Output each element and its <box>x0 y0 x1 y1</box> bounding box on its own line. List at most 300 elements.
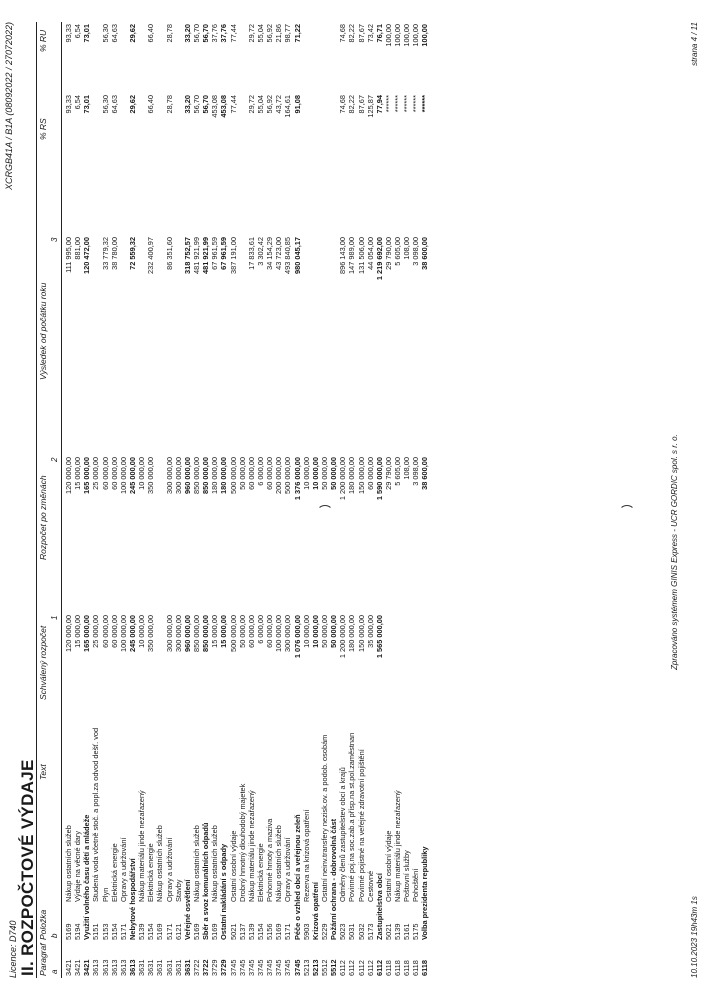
cell-paragraf: 3421 <box>64 959 73 976</box>
punch-hole-mark <box>619 505 635 519</box>
punch-hole-mark <box>317 505 333 519</box>
table-row <box>265 0 274 1000</box>
cell-vysledek: 38 780,00 <box>109 237 119 270</box>
cell-paragraf: 6112 <box>356 960 366 976</box>
cell-paragraf: 6118 <box>420 959 430 976</box>
cell-polozka: 5139 <box>137 923 147 940</box>
table-row-subtotal <box>128 0 137 1000</box>
cell-paragraf: 3745 <box>283 959 293 976</box>
cell-paragraf: 3745 <box>255 959 265 976</box>
cell-vysledek: 43 723,00 <box>274 237 284 270</box>
cell-polozka: 5173 <box>365 923 375 940</box>
cell-text: Povinné poj.na soc.zab.a přísp.na st.pol.zaměstnan <box>347 732 357 902</box>
cell-vysledek: 111 995,00 <box>64 237 73 273</box>
cell-upraveny: 500 000,00 <box>228 457 238 494</box>
cell-pct-ru: 73,01 <box>82 24 92 43</box>
cell-polozka: 5169 <box>191 923 201 940</box>
table-row <box>137 0 146 1000</box>
cell-pct-rs: ****** <box>393 95 403 113</box>
cell-text: Krizová opatření <box>310 882 320 940</box>
table-row-subtotal <box>329 0 338 1000</box>
cell-text: Veřejné osvětlení <box>182 879 192 940</box>
cell-schvaleny: 15 000,00 <box>73 615 83 648</box>
cell-schvaleny: 150 000,00 <box>356 615 366 652</box>
cell-schvaleny: 50 000,00 <box>329 615 339 648</box>
cell-polozka: 5032 <box>356 923 366 940</box>
cell-text: Rezerva na krizová opatření <box>301 809 311 902</box>
cell-pct-ru: 71,22 <box>292 24 302 43</box>
cell-vysledek: 5 605,00 <box>393 237 403 266</box>
cell-paragraf: 3745 <box>292 959 302 976</box>
col-header-ru: % RU <box>38 29 48 52</box>
footer-date: 10.10.2023 19h43m 1s <box>690 896 699 978</box>
cell-upraveny: 500 000,00 <box>283 457 293 494</box>
cell-pct-rs: 93,33 <box>64 95 73 114</box>
col-header-upraveny: Rozpočet po změnách <box>38 475 48 560</box>
col-header-text: Text <box>38 764 48 780</box>
col-sub-2: 2 <box>50 457 59 462</box>
cell-pct-ru: 87,67 <box>356 24 366 43</box>
table-row <box>347 0 356 1000</box>
cell-schvaleny: 10 000,00 <box>310 615 320 648</box>
cell-paragraf: 3613 <box>109 959 119 976</box>
cell-upraveny: 850 000,00 <box>201 457 211 494</box>
cell-pct-rs: ****** <box>402 95 412 113</box>
cell-polozka: 6121 <box>173 923 183 940</box>
cell-paragraf: 3745 <box>237 959 247 976</box>
cell-paragraf: 3613 <box>100 959 110 976</box>
page-title: II. ROZPOČTOVÉ VÝDAJE <box>18 759 37 976</box>
cell-text: Požární ochrana - dobrovolná část <box>329 818 339 940</box>
table-row <box>247 0 256 1000</box>
cell-paragraf: 3631 <box>164 959 174 976</box>
cell-pct-rs: 91,08 <box>292 95 302 114</box>
cell-vysledek: 29 790,00 <box>383 237 393 270</box>
cell-vysledek: 108,00 <box>402 237 412 260</box>
cell-text: Ostatní osobní výdaje <box>228 830 238 902</box>
cell-schvaleny: 60 000,00 <box>109 615 119 648</box>
cell-upraveny: 1 590 000,00 <box>374 457 384 501</box>
cell-text: Nákup ostatních služeb <box>210 825 220 902</box>
cell-pct-rs: 453,08 <box>210 95 220 118</box>
cell-polozka: 5175 <box>411 923 421 940</box>
cell-text: Pohoštění <box>411 868 421 902</box>
cell-polozka: 5169 <box>155 923 165 940</box>
cell-text: Stavby <box>173 879 183 902</box>
cell-text: Nákup materiálu jinde nezařazený <box>393 790 403 902</box>
cell-polozka: 5023 <box>338 923 348 940</box>
cell-vysledek: 38 600,00 <box>420 237 430 270</box>
col-sub-a: a <box>50 969 59 974</box>
col-sub-3: 3 <box>50 237 59 242</box>
table-row <box>393 0 402 1000</box>
cell-paragraf: 3729 <box>219 959 229 976</box>
cell-text: Ostatní nakládání s odpady <box>219 843 229 940</box>
table-row <box>320 0 329 1000</box>
cell-paragraf: 5512 <box>329 959 339 976</box>
cell-polozka: 5154 <box>146 923 156 940</box>
cell-pct-rs: 74,68 <box>338 95 348 114</box>
cell-text: Poštovní služby <box>402 850 412 902</box>
cell-upraveny: 10 000,00 <box>310 457 320 490</box>
cell-pct-ru: 66,40 <box>146 24 156 43</box>
cell-text: Nákup ostatních služeb <box>155 825 165 902</box>
cell-polozka: 5154 <box>255 923 265 940</box>
cell-paragraf: 3631 <box>155 959 165 976</box>
table-row <box>274 0 283 1000</box>
cell-text: Volba prezidenta republiky <box>420 846 430 940</box>
cell-pct-ru: 82,22 <box>347 24 357 43</box>
cell-pct-ru: 100,00 <box>402 24 412 47</box>
cell-vysledek: 34 154,29 <box>265 237 275 270</box>
cell-text: Péče o vzhled obcí a veřejnou zeleň <box>292 814 302 940</box>
cell-upraveny: 60 000,00 <box>109 457 119 490</box>
cell-upraveny: 300 000,00 <box>164 457 174 494</box>
table-row <box>64 0 73 1000</box>
cell-upraveny: 180 000,00 <box>347 457 357 494</box>
cell-schvaleny: 850 000,00 <box>201 615 211 652</box>
cell-upraveny: 150 000,00 <box>356 457 366 494</box>
cell-upraveny: 180 000,00 <box>210 457 220 494</box>
cell-paragraf: 5213 <box>310 959 320 976</box>
cell-vysledek: 481 921,99 <box>201 237 211 274</box>
cell-schvaleny: 300 000,00 <box>173 615 183 652</box>
cell-pct-rs: 125,87 <box>365 95 375 118</box>
cell-pct-ru: 93,33 <box>64 24 73 43</box>
cell-schvaleny: 350 000,00 <box>146 615 156 652</box>
footer-page-number: strana 4 / 11 <box>690 22 699 66</box>
table-row <box>110 0 119 1000</box>
table-row-subtotal <box>311 0 320 1000</box>
cell-pct-rs: 56,92 <box>265 95 275 114</box>
cell-text: Elektrická energie <box>146 843 156 902</box>
table-row <box>238 0 247 1000</box>
cell-schvaleny: 15 000,00 <box>210 615 220 648</box>
cell-vysledek: 72 559,32 <box>127 237 137 270</box>
cell-pct-ru: 29,62 <box>127 24 137 43</box>
cell-pct-rs: 66,40 <box>146 95 156 114</box>
cell-vysledek: 3 302,42 <box>255 237 265 266</box>
table-row <box>366 0 375 1000</box>
cell-upraveny: 6 000,00 <box>255 457 265 486</box>
cell-paragraf: 3745 <box>274 959 284 976</box>
cell-upraveny: 50 000,00 <box>329 457 339 490</box>
col-header-schvaleny: Schválený rozpočet <box>38 625 48 700</box>
cell-text: Opravy a udržování <box>118 837 128 902</box>
report-code: XCRGB41A / B1A (08092022 / 27072022) <box>4 22 14 190</box>
cell-upraveny: 15 000,00 <box>73 457 83 490</box>
cell-vysledek: 67 961,59 <box>219 237 229 270</box>
cell-pct-rs: 6,54 <box>73 95 83 110</box>
cell-schvaleny: 120 000,00 <box>64 615 73 652</box>
cell-pct-rs: 55,04 <box>255 95 265 114</box>
cell-upraveny: 25 000,00 <box>91 457 101 490</box>
cell-schvaleny: 6 000,00 <box>255 615 265 644</box>
table-row <box>192 0 201 1000</box>
cell-pct-ru: 98,77 <box>283 24 293 43</box>
table-row <box>411 0 420 1000</box>
col-header-rs: % RS <box>38 118 48 140</box>
cell-pct-ru: 100,00 <box>393 24 403 47</box>
cell-pct-ru: 56,30 <box>100 24 110 43</box>
cell-pct-ru: 56,70 <box>201 24 211 43</box>
cell-polozka: 5229 <box>319 923 329 940</box>
cell-pct-rs: 87,67 <box>356 95 366 114</box>
cell-schvaleny: 25 000,00 <box>91 615 101 648</box>
cell-schvaleny: 300 000,00 <box>164 615 174 652</box>
cell-polozka: 5021 <box>383 923 393 940</box>
cell-pct-ru: 37,76 <box>219 24 229 43</box>
cell-paragraf: 3745 <box>228 959 238 976</box>
cell-text: Elektrická energie <box>255 843 265 902</box>
cell-upraveny: 29 790,00 <box>383 457 393 490</box>
table-row-subtotal <box>293 0 302 1000</box>
table-row <box>146 0 155 1000</box>
cell-vysledek: 1 219 692,00 <box>374 237 384 281</box>
cell-pct-rs: 33,20 <box>182 95 192 114</box>
cell-text: Elektrická energie <box>109 843 119 902</box>
table-row <box>174 0 183 1000</box>
cell-upraveny: 60 000,00 <box>246 457 256 490</box>
cell-polozka: 5903 <box>301 923 311 940</box>
cell-pct-rs: 164,61 <box>283 95 293 118</box>
cell-pct-ru: 64,63 <box>109 24 119 43</box>
cell-upraveny: 3 098,00 <box>411 457 421 486</box>
cell-paragraf: 3631 <box>182 959 192 976</box>
table-row <box>283 0 292 1000</box>
cell-upraveny: 165 000,00 <box>82 457 92 494</box>
cell-vysledek: 147 989,00 <box>347 237 357 274</box>
budget-table <box>64 0 430 1000</box>
cell-pct-ru: 100,00 <box>420 24 430 47</box>
cell-schvaleny: 50 000,00 <box>319 615 329 648</box>
cell-vysledek: 318 752,57 <box>182 237 192 274</box>
cell-schvaleny: 60 000,00 <box>246 615 256 648</box>
cell-pct-ru: 21,86 <box>274 24 284 43</box>
cell-text: Drobný hmotný dlouhodobý majetek <box>237 783 247 902</box>
table-row <box>229 0 238 1000</box>
cell-schvaleny: 960 000,00 <box>182 615 192 652</box>
table-row-subtotal <box>201 0 210 1000</box>
cell-paragraf: 6112 <box>347 960 357 976</box>
cell-polozka: 5151 <box>91 923 101 940</box>
cell-polozka: 5139 <box>393 923 403 940</box>
cell-upraveny: 60 000,00 <box>100 457 110 490</box>
cell-text: Studená voda včetně stoč. a popl.za odvod dešť. vod <box>91 727 101 902</box>
table-row <box>101 0 110 1000</box>
cell-paragraf: 5512 <box>319 959 329 976</box>
cell-pct-rs: 56,30 <box>100 95 110 114</box>
cell-pct-rs: 73,01 <box>82 95 92 114</box>
cell-paragraf: 3745 <box>265 959 275 976</box>
cell-pct-ru: 29,72 <box>246 24 256 43</box>
col-sub-b: b <box>50 933 59 938</box>
cell-pct-rs: 64,63 <box>109 95 119 114</box>
cell-upraveny: 960 000,00 <box>182 457 192 494</box>
cell-schvaleny: 300 000,00 <box>283 615 293 652</box>
cell-polozka: 5156 <box>265 923 275 940</box>
cell-upraveny: 60 000,00 <box>265 457 275 490</box>
cell-vysledek: 86 351,60 <box>164 237 174 270</box>
table-row-subtotal <box>420 0 429 1000</box>
cell-text: Ostatní osobní výdaje <box>383 830 393 902</box>
cell-paragraf: 6118 <box>393 960 403 976</box>
cell-pct-ru: 76,71 <box>374 24 384 43</box>
col-sub-1: 1 <box>50 615 59 620</box>
cell-vysledek: 67 961,59 <box>210 237 220 270</box>
cell-upraveny: 5 605,00 <box>393 457 403 486</box>
cell-paragraf: 3631 <box>173 959 183 976</box>
col-header-vysledek: Výsledek od počátku roku <box>38 282 48 380</box>
header-top-rule <box>36 22 37 978</box>
cell-schvaleny: 60 000,00 <box>100 615 110 648</box>
cell-paragraf: 3631 <box>146 959 156 976</box>
cell-paragraf: 6118 <box>383 960 393 976</box>
cell-schvaleny: 15 000,00 <box>219 615 229 648</box>
cell-upraveny: 10 000,00 <box>301 457 311 490</box>
col-header-paragraf: Paragraf <box>38 943 48 976</box>
cell-vysledek: 33 779,32 <box>100 237 110 270</box>
cell-paragraf: 6112 <box>338 960 348 976</box>
cell-pct-rs: 29,62 <box>127 95 137 114</box>
cell-upraveny: 350 000,00 <box>146 457 156 494</box>
cell-paragraf: 3729 <box>210 959 220 976</box>
cell-text: Využití volného času dětí a mládeže <box>82 814 92 940</box>
footer-system: Zpracováno systémem GINIS Express - UCR GORDIC spol. s r. o. <box>670 434 679 670</box>
cell-upraveny: 50 000,00 <box>237 457 247 490</box>
cell-paragraf: 6112 <box>374 959 384 976</box>
col-header-polozka: Položka <box>38 909 48 940</box>
cell-upraveny: 1 200 000,00 <box>338 457 348 501</box>
cell-pct-rs: ****** <box>411 95 421 113</box>
cell-pct-rs: 28,78 <box>164 95 174 114</box>
cell-pct-rs: 56,70 <box>191 95 201 114</box>
table-row <box>357 0 366 1000</box>
table-row <box>402 0 411 1000</box>
cell-text: Sběr a svoz komunálních odpadů <box>201 822 211 940</box>
cell-upraveny: 60 000,00 <box>365 457 375 490</box>
table-row <box>256 0 265 1000</box>
cell-vysledek: 493 840,85 <box>283 237 293 274</box>
cell-schvaleny: 50 000,00 <box>237 615 247 648</box>
cell-pct-ru: 100,00 <box>383 24 393 47</box>
cell-pct-ru: 55,04 <box>255 24 265 43</box>
cell-paragraf: 3631 <box>137 959 147 976</box>
cell-schvaleny: 10 000,00 <box>137 615 147 648</box>
cell-schvaleny: 180 000,00 <box>347 615 357 652</box>
cell-vysledek: 980 045,17 <box>292 237 302 274</box>
cell-upraveny: 120 000,00 <box>64 457 73 494</box>
cell-schvaleny: 500 000,00 <box>228 615 238 652</box>
cell-schvaleny: 165 000,00 <box>82 615 92 652</box>
cell-upraveny: 245 000,00 <box>127 457 137 494</box>
cell-pct-rs: 43,72 <box>274 95 284 114</box>
cell-text: Odměny členů zastupitelstev obcí a krajů <box>338 767 348 902</box>
cell-schvaleny: 100 000,00 <box>274 615 284 652</box>
cell-schvaleny: 35 000,00 <box>365 615 375 648</box>
cell-text: Opravy a udržování <box>283 837 293 902</box>
cell-schvaleny: 10 000,00 <box>301 615 311 648</box>
cell-upraveny: 850 000,00 <box>191 457 201 494</box>
cell-text: Nákup ostatních služeb <box>274 825 284 902</box>
cell-text: Výdaje na věcné dary <box>73 830 83 902</box>
cell-pct-ru: 74,68 <box>338 24 348 43</box>
cell-pct-rs: 453,08 <box>219 95 229 118</box>
cell-upraveny: 300 000,00 <box>173 457 183 494</box>
header-bottom-rule <box>61 22 62 978</box>
cell-paragraf: 6118 <box>402 960 412 976</box>
cell-polozka: 5169 <box>210 923 220 940</box>
cell-polozka: 5153 <box>100 923 110 940</box>
cell-schvaleny: 245 000,00 <box>127 615 137 652</box>
cell-pct-rs: ****** <box>420 95 430 113</box>
cell-polozka: 5171 <box>118 923 128 940</box>
cell-pct-ru: 73,42 <box>365 24 375 43</box>
cell-vysledek: 3 098,00 <box>411 237 421 266</box>
cell-paragraf: 3613 <box>91 959 101 976</box>
cell-vysledek: 44 054,00 <box>365 237 375 270</box>
cell-polozka: 5169 <box>64 923 73 940</box>
table-row-subtotal <box>82 0 91 1000</box>
cell-vysledek: 17 833,61 <box>246 237 256 270</box>
cell-vysledek: 896 143,00 <box>338 237 348 274</box>
table-row-subtotal <box>183 0 192 1000</box>
cell-text: Nákup materiálu jinde nezařazený <box>137 790 147 902</box>
cell-polozka: 5169 <box>274 923 284 940</box>
cell-paragraf: 3613 <box>118 959 128 976</box>
cell-pct-rs: 82,22 <box>347 95 357 114</box>
cell-schvaleny: 100 000,00 <box>118 615 128 652</box>
cell-pct-rs: 77,94 <box>374 95 384 114</box>
cell-polozka: 5139 <box>246 923 256 940</box>
cell-polozka: 5194 <box>73 923 83 940</box>
cell-vysledek: 131 506,00 <box>356 237 366 274</box>
cell-upraveny: 1 376 000,00 <box>292 457 302 501</box>
cell-schvaleny: 850 000,00 <box>191 615 201 652</box>
cell-text: Zastupitelstva obcí <box>374 873 384 940</box>
table-row <box>119 0 128 1000</box>
cell-text: Nákup materiálu jinde nezařazený <box>246 790 256 902</box>
cell-polozka: 5171 <box>283 923 293 940</box>
cell-paragraf: 3421 <box>82 959 92 976</box>
table-row <box>210 0 219 1000</box>
cell-polozka: 5021 <box>228 923 238 940</box>
cell-text: Nebytové hospodářství <box>127 858 137 940</box>
cell-upraveny: 200 000,00 <box>274 457 284 494</box>
table-row-subtotal <box>219 0 228 1000</box>
cell-pct-rs: 77,44 <box>228 95 238 114</box>
table-row-subtotal <box>375 0 384 1000</box>
table-row <box>384 0 393 1000</box>
cell-vysledek: 387 191,00 <box>228 237 238 274</box>
cell-text: Pohonné hmoty a maziva <box>265 818 275 902</box>
table-row <box>302 0 311 1000</box>
cell-pct-rs: 29,72 <box>246 95 256 114</box>
cell-vysledek: 232 400,97 <box>146 237 156 274</box>
cell-pct-ru: 28,78 <box>164 24 174 43</box>
cell-pct-ru: 37,76 <box>210 24 220 43</box>
license-label: Licence: D740 <box>8 920 18 978</box>
cell-pct-ru: 33,20 <box>182 24 192 43</box>
cell-paragraf: 3421 <box>73 959 83 976</box>
cell-pct-rs: ****** <box>383 95 393 113</box>
cell-paragraf: 3722 <box>201 959 211 976</box>
cell-polozka: 5137 <box>237 923 247 940</box>
table-row <box>91 0 100 1000</box>
cell-vysledek: 481 921,99 <box>191 237 201 274</box>
cell-polozka: 5171 <box>164 923 174 940</box>
cell-paragraf: 3745 <box>246 959 256 976</box>
